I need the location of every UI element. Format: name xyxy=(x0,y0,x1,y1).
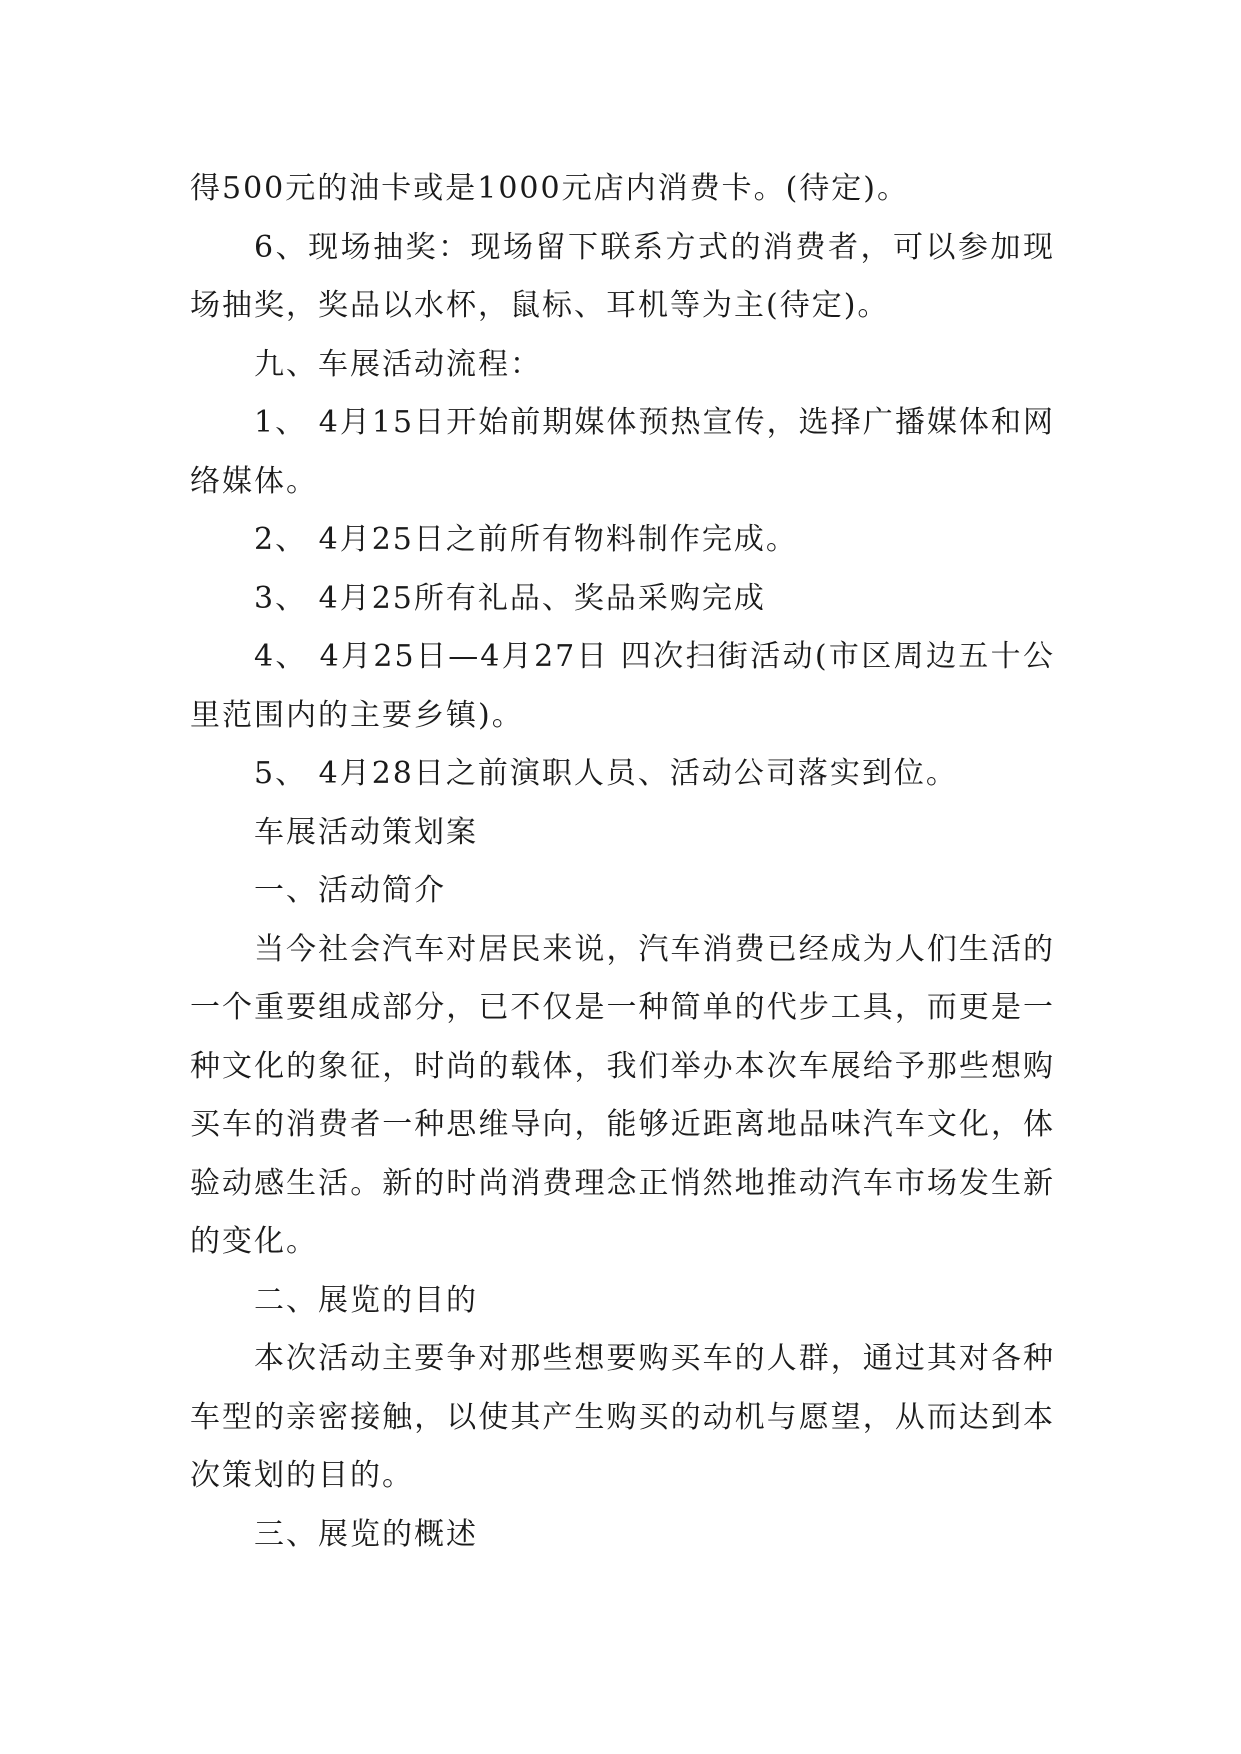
process-step-1: 1、 4月15日开始前期媒体预热宣传，选择广播媒体和网络媒体。 xyxy=(190,405,1055,499)
process-step-5: 5、 4月28日之前演职人员、活动公司落实到位。 xyxy=(254,756,958,791)
paragraph-prize-continuation: 得500元的油卡或是1000元店内消费卡。(待定)。 xyxy=(190,171,910,206)
document-title: 车展活动策划案 xyxy=(254,814,478,850)
process-step-3: 3、 4月25所有礼品、奖品采购完成 xyxy=(254,580,766,616)
paragraph-purpose: 本次活动主要争对那些想要购买车的人群，通过其对各种车型的亲密接触，以使其产生购买的动机与愿望，从而达到本次策划的目的。 xyxy=(190,1341,1055,1493)
section-heading-intro: 一、活动简介 xyxy=(254,873,446,908)
paragraph-intro: 当今社会汽车对居民来说，汽车消费已经成为人们生活的一个重要组成部分，已不仅是一种简单的代步工具，而更是一种文化的象征，时尚的载体，我们举办本次车展给予那些想购买车的消费者一种思维导向，能够近距离地品味汽车文化，体验动感生活。新的时尚消费理念正悄然地推动汽车市场发生新的变化。 xyxy=(190,931,1055,1259)
process-step-2: 2、 4月25日之前所有物料制作完成。 xyxy=(254,522,798,557)
document-body xyxy=(190,160,1055,1564)
section-heading-process: 九、车展活动流程： xyxy=(254,346,542,382)
paragraph-lottery: 6、现场抽奖：现场留下联系方式的消费者，可以参加现场抽奖，奖品以水杯，鼠标、耳机等为主(待定)。 xyxy=(190,229,1055,323)
process-step-4: 4、 4月25日—4月27日 四次扫街活动(市区周边五十公里范围内的主要乡镇)。 xyxy=(190,639,1055,733)
section-heading-overview: 三、展览的概述 xyxy=(254,1516,478,1552)
section-heading-purpose: 二、展览的目的 xyxy=(254,1282,478,1318)
